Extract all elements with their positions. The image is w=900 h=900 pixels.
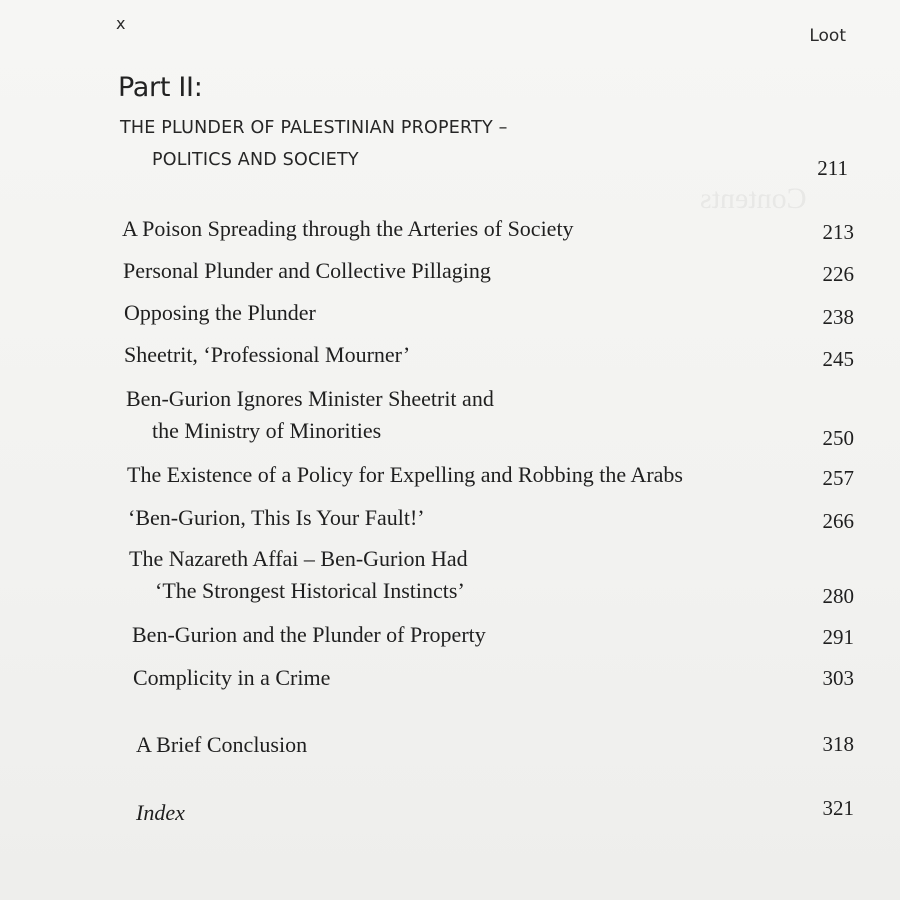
toc-entry-page: 280 — [822, 584, 854, 608]
toc-entry — [0, 462, 900, 492]
toc-entry-title: ‘Ben-Gurion, This Is Your Fault!’ — [128, 505, 425, 530]
toc-entry — [0, 546, 900, 612]
toc-entry-title-line2: ‘The Strongest Historical Instincts’ — [155, 578, 465, 603]
toc-entry-title — [126, 386, 494, 444]
toc-entry-title: Opposing the Plunder — [124, 300, 316, 325]
toc-entry — [0, 300, 900, 330]
toc-entry-page: 213 — [822, 220, 854, 244]
toc-entry — [0, 342, 900, 372]
toc-entry — [0, 665, 900, 695]
page-number: x — [116, 14, 126, 33]
toc-entry-page: 291 — [822, 625, 854, 649]
toc-entry-title: A Brief Conclusion — [136, 732, 308, 757]
toc-entry-page: 245 — [822, 347, 854, 371]
toc-entry-title — [129, 546, 468, 604]
running-head: Loot — [809, 26, 846, 46]
toc-entry-title: Sheetrit, ‘Professional Mourner’ — [124, 342, 411, 367]
toc-entry-title: Personal Plunder and Collective Pillaging — [123, 258, 491, 283]
toc-entry — [0, 505, 900, 535]
part-page-number: 211 — [817, 156, 848, 180]
toc-entry-page: 250 — [822, 426, 854, 450]
toc-entry-title: A Poison Spreading through the Arteries of Society — [122, 216, 574, 241]
toc-entry-page: 303 — [822, 666, 854, 690]
toc-entry-title-line1: Ben-Gurion Ignores Minister Sheetrit and — [126, 386, 494, 411]
toc-entry-page: 318 — [822, 732, 854, 756]
toc-entry-title: Ben-Gurion and the Plunder of Property — [132, 622, 486, 647]
toc-entry — [0, 386, 900, 452]
toc-entry — [0, 622, 900, 652]
part-heading: Part II: — [118, 72, 203, 103]
show-through-texture: Contents — [700, 182, 807, 215]
toc-entry — [0, 216, 900, 246]
toc-entry-title-line2: the Ministry of Minorities — [152, 418, 382, 443]
toc-entry-title: Complicity in a Crime — [133, 665, 331, 690]
toc-entry-title: The Existence of a Policy for Expelling and Robbing the Arabs — [127, 462, 683, 487]
part-subtitle-line2: POLITICS AND SOCIETY — [152, 150, 359, 170]
toc-entry-page: 321 — [822, 796, 854, 820]
toc-entry-page: 238 — [822, 305, 854, 329]
toc-entry-page: 257 — [822, 466, 854, 490]
toc-entry-page: 266 — [822, 509, 854, 533]
part-subtitle-line1: THE PLUNDER OF PALESTINIAN PROPERTY – — [120, 118, 508, 138]
toc-entry-index — [0, 796, 900, 830]
toc-entry-page: 226 — [822, 262, 854, 286]
toc-entry — [0, 258, 900, 288]
toc-entry-title: Index — [136, 800, 185, 825]
toc-entry-title-line1: The Nazareth Affai – Ben-Gurion Had — [129, 546, 468, 571]
toc-entry-conclusion — [0, 732, 900, 762]
